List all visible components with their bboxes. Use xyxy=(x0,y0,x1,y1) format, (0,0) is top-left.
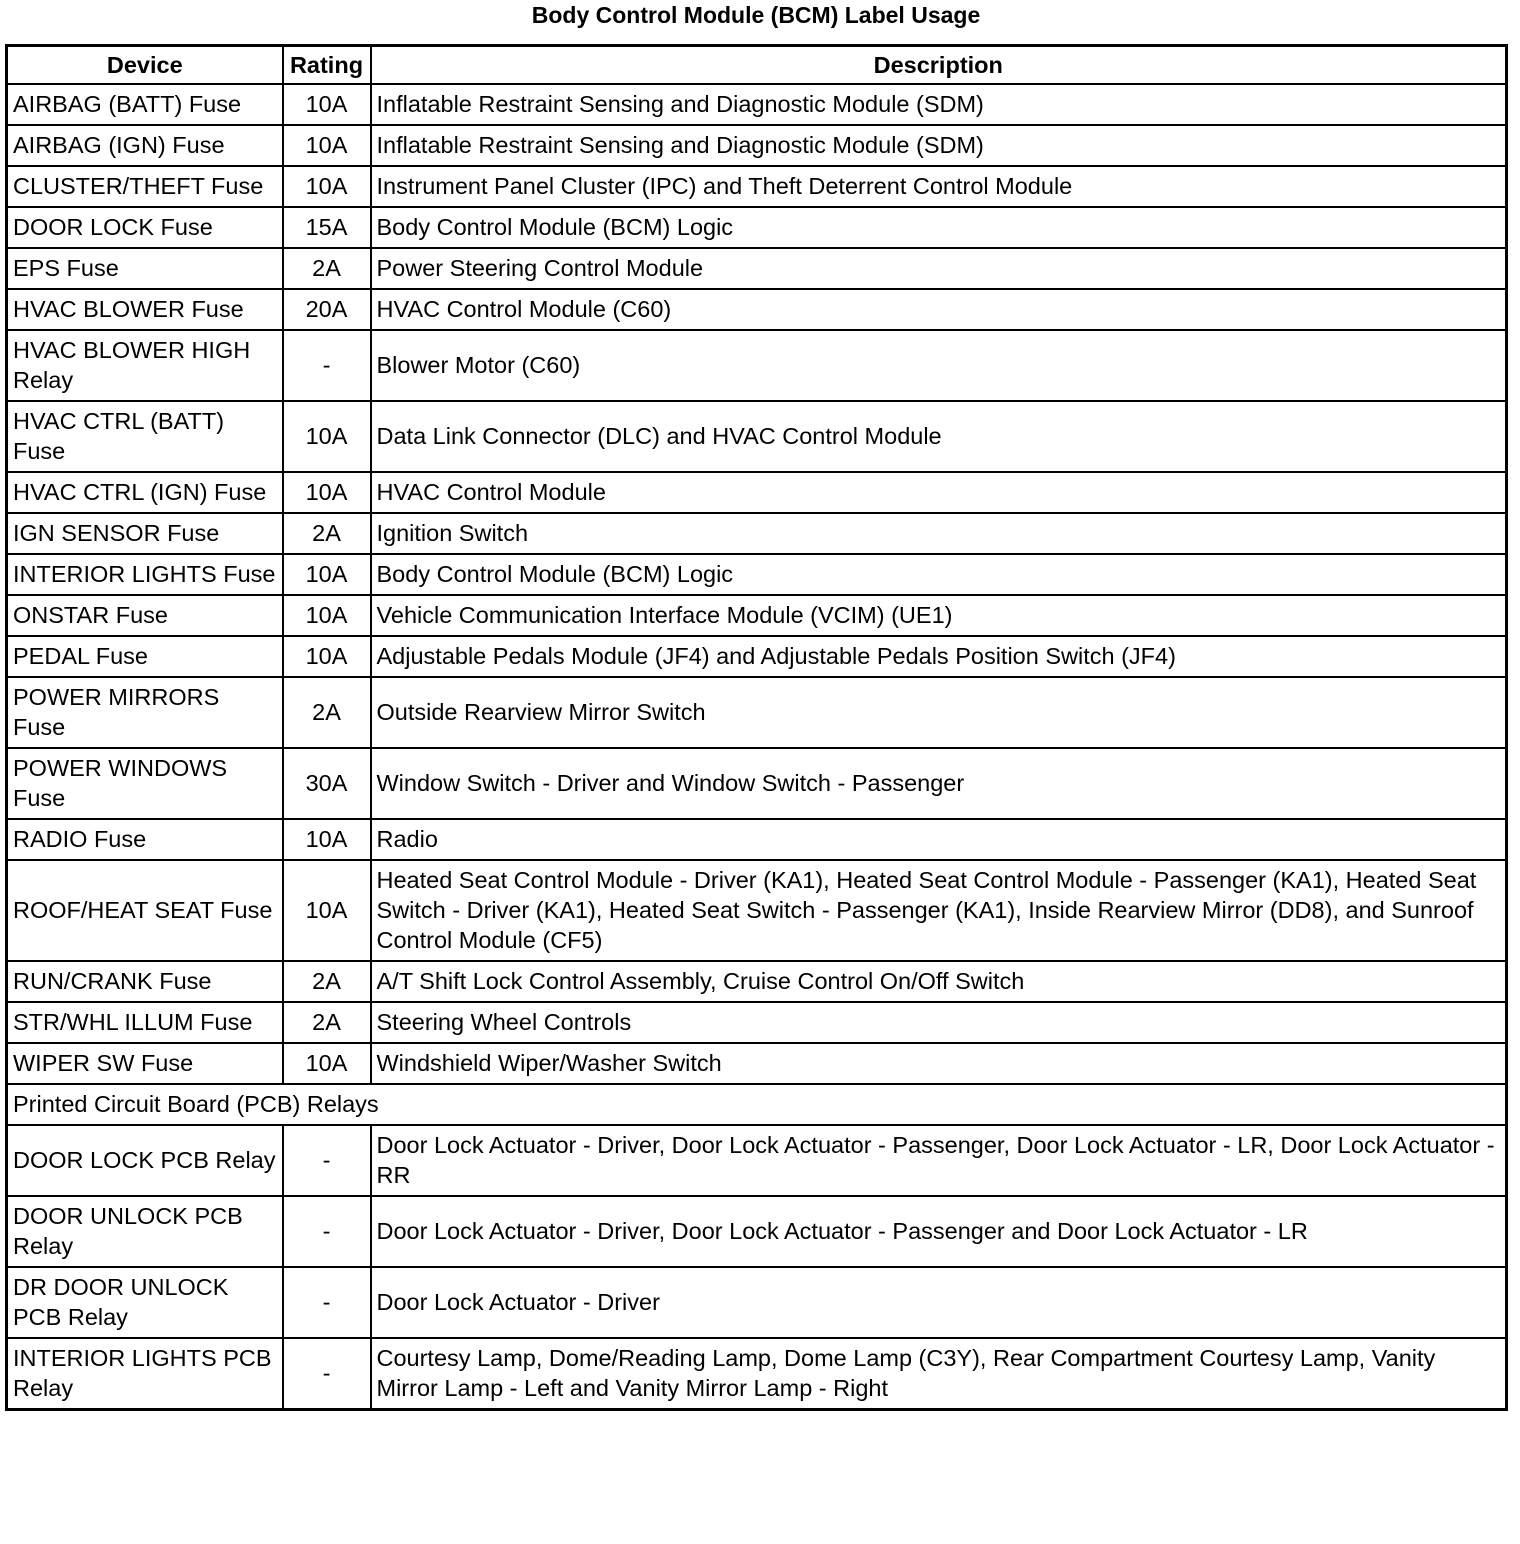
pcb-section xyxy=(7,1084,1507,1125)
table-row xyxy=(7,1196,1507,1267)
cell-rating: 10A xyxy=(283,636,371,677)
cell-description: Adjustable Pedals Module (JF4) and Adjustable Pedals Position Switch (JF4) xyxy=(371,636,1507,677)
cell-rating: 10A xyxy=(283,554,371,595)
cell-description: Body Control Module (BCM) Logic xyxy=(371,207,1507,248)
cell-rating: 10A xyxy=(283,84,371,125)
cell-device: POWER WINDOWS Fuse xyxy=(7,748,283,819)
table-row xyxy=(7,125,1507,166)
cell-device: RUN/CRANK Fuse xyxy=(7,961,283,1002)
cell-device: AIRBAG (IGN) Fuse xyxy=(7,125,283,166)
cell-rating: 30A xyxy=(283,748,371,819)
cell-description: Heated Seat Control Module - Driver (KA1), Heated Seat Control Module - Passenger (KA1), Heated Seat Switch - Driver (KA1), Heated Seat Switch - Passenger (KA1), Inside Rearview Mirror (DD8), and Sunroof Control Module (CF5) xyxy=(371,860,1507,961)
pcb-relay-rows xyxy=(7,1125,1507,1410)
cell-rating: 2A xyxy=(283,961,371,1002)
table-row xyxy=(7,554,1507,595)
table-row xyxy=(7,819,1507,860)
cell-device: DR DOOR UNLOCK PCB Relay xyxy=(7,1267,283,1338)
table-row xyxy=(7,472,1507,513)
cell-description: Radio xyxy=(371,819,1507,860)
cell-rating: 20A xyxy=(283,289,371,330)
cell-description: A/T Shift Lock Control Assembly, Cruise Control On/Off Switch xyxy=(371,961,1507,1002)
table-row xyxy=(7,166,1507,207)
fuse-rows xyxy=(7,84,1507,1084)
cell-device: PEDAL Fuse xyxy=(7,636,283,677)
table-row xyxy=(7,1002,1507,1043)
table-row xyxy=(7,595,1507,636)
table-row xyxy=(7,1125,1507,1196)
column-header-device: Device xyxy=(7,46,283,85)
table-row xyxy=(7,248,1507,289)
page-title: Body Control Module (BCM) Label Usage xyxy=(531,2,981,28)
cell-device: HVAC CTRL (BATT) Fuse xyxy=(7,401,283,472)
column-header-rating: Rating xyxy=(283,46,371,85)
cell-description: Data Link Connector (DLC) and HVAC Control Module xyxy=(371,401,1507,472)
cell-description: HVAC Control Module xyxy=(371,472,1507,513)
section-label: Printed Circuit Board (PCB) Relays xyxy=(7,1084,1507,1125)
table-row xyxy=(7,401,1507,472)
cell-description: Instrument Panel Cluster (IPC) and Theft Deterrent Control Module xyxy=(371,166,1507,207)
cell-description: Inflatable Restraint Sensing and Diagnostic Module (SDM) xyxy=(371,125,1507,166)
column-header-description: Description xyxy=(371,46,1507,85)
cell-description: HVAC Control Module (C60) xyxy=(371,289,1507,330)
cell-rating: 2A xyxy=(283,1002,371,1043)
cell-device: DOOR UNLOCK PCB Relay xyxy=(7,1196,283,1267)
cell-device: INTERIOR LIGHTS Fuse xyxy=(7,554,283,595)
cell-description: Body Control Module (BCM) Logic xyxy=(371,554,1507,595)
table-row xyxy=(7,677,1507,748)
table-row xyxy=(7,513,1507,554)
table-row xyxy=(7,1267,1507,1338)
cell-description: Blower Motor (C60) xyxy=(371,330,1507,401)
cell-device: HVAC BLOWER Fuse xyxy=(7,289,283,330)
cell-description: Door Lock Actuator - Driver xyxy=(371,1267,1507,1338)
section-row xyxy=(7,1084,1507,1125)
table-row xyxy=(7,330,1507,401)
cell-device: HVAC CTRL (IGN) Fuse xyxy=(7,472,283,513)
cell-device: INTERIOR LIGHTS PCB Relay xyxy=(7,1338,283,1410)
cell-description: Courtesy Lamp, Dome/Reading Lamp, Dome Lamp (C3Y), Rear Compartment Courtesy Lamp, Vanity Mirror Lamp - Left and Vanity Mirror Lamp - Right xyxy=(371,1338,1507,1410)
table-row xyxy=(7,84,1507,125)
cell-description: Windshield Wiper/Washer Switch xyxy=(371,1043,1507,1084)
bcm-label-table xyxy=(5,44,1508,1411)
table-row xyxy=(7,207,1507,248)
cell-rating: 10A xyxy=(283,401,371,472)
cell-rating: - xyxy=(283,1196,371,1267)
table-row xyxy=(7,636,1507,677)
cell-description: Door Lock Actuator - Driver, Door Lock Actuator - Passenger, Door Lock Actuator - LR, Door Lock Actuator - RR xyxy=(371,1125,1507,1196)
cell-rating: 2A xyxy=(283,513,371,554)
cell-rating: 10A xyxy=(283,860,371,961)
cell-description: Door Lock Actuator - Driver, Door Lock Actuator - Passenger and Door Lock Actuator - LR xyxy=(371,1196,1507,1267)
cell-rating: 15A xyxy=(283,207,371,248)
cell-device: WIPER SW Fuse xyxy=(7,1043,283,1084)
cell-rating: 10A xyxy=(283,819,371,860)
table-row xyxy=(7,961,1507,1002)
cell-description: Steering Wheel Controls xyxy=(371,1002,1507,1043)
cell-rating: 2A xyxy=(283,248,371,289)
cell-device: EPS Fuse xyxy=(7,248,283,289)
cell-description: Window Switch - Driver and Window Switch - Passenger xyxy=(371,748,1507,819)
cell-rating: 10A xyxy=(283,595,371,636)
cell-device: RADIO Fuse xyxy=(7,819,283,860)
cell-description: Outside Rearview Mirror Switch xyxy=(371,677,1507,748)
cell-rating: 10A xyxy=(283,472,371,513)
cell-device: DOOR LOCK PCB Relay xyxy=(7,1125,283,1196)
cell-description: Ignition Switch xyxy=(371,513,1507,554)
cell-rating: 10A xyxy=(283,1043,371,1084)
table-row xyxy=(7,1043,1507,1084)
table-header-row xyxy=(7,46,1507,85)
table-row xyxy=(7,860,1507,961)
cell-device: ONSTAR Fuse xyxy=(7,595,283,636)
cell-rating: - xyxy=(283,1125,371,1196)
cell-description: Vehicle Communication Interface Module (VCIM) (UE1) xyxy=(371,595,1507,636)
cell-device: HVAC BLOWER HIGH Relay xyxy=(7,330,283,401)
cell-description: Power Steering Control Module xyxy=(371,248,1507,289)
cell-device: STR/WHL ILLUM Fuse xyxy=(7,1002,283,1043)
cell-rating: - xyxy=(283,1338,371,1410)
cell-device: IGN SENSOR Fuse xyxy=(7,513,283,554)
cell-device: DOOR LOCK Fuse xyxy=(7,207,283,248)
cell-rating: 10A xyxy=(283,166,371,207)
cell-device: ROOF/HEAT SEAT Fuse xyxy=(7,860,283,961)
table-row xyxy=(7,1338,1507,1410)
cell-rating: - xyxy=(283,330,371,401)
cell-device: POWER MIRRORS Fuse xyxy=(7,677,283,748)
cell-rating: 2A xyxy=(283,677,371,748)
cell-device: CLUSTER/THEFT Fuse xyxy=(7,166,283,207)
table-row xyxy=(7,748,1507,819)
table-row xyxy=(7,289,1507,330)
cell-rating: 10A xyxy=(283,125,371,166)
cell-device: AIRBAG (BATT) Fuse xyxy=(7,84,283,125)
cell-rating: - xyxy=(283,1267,371,1338)
cell-description: Inflatable Restraint Sensing and Diagnostic Module (SDM) xyxy=(371,84,1507,125)
